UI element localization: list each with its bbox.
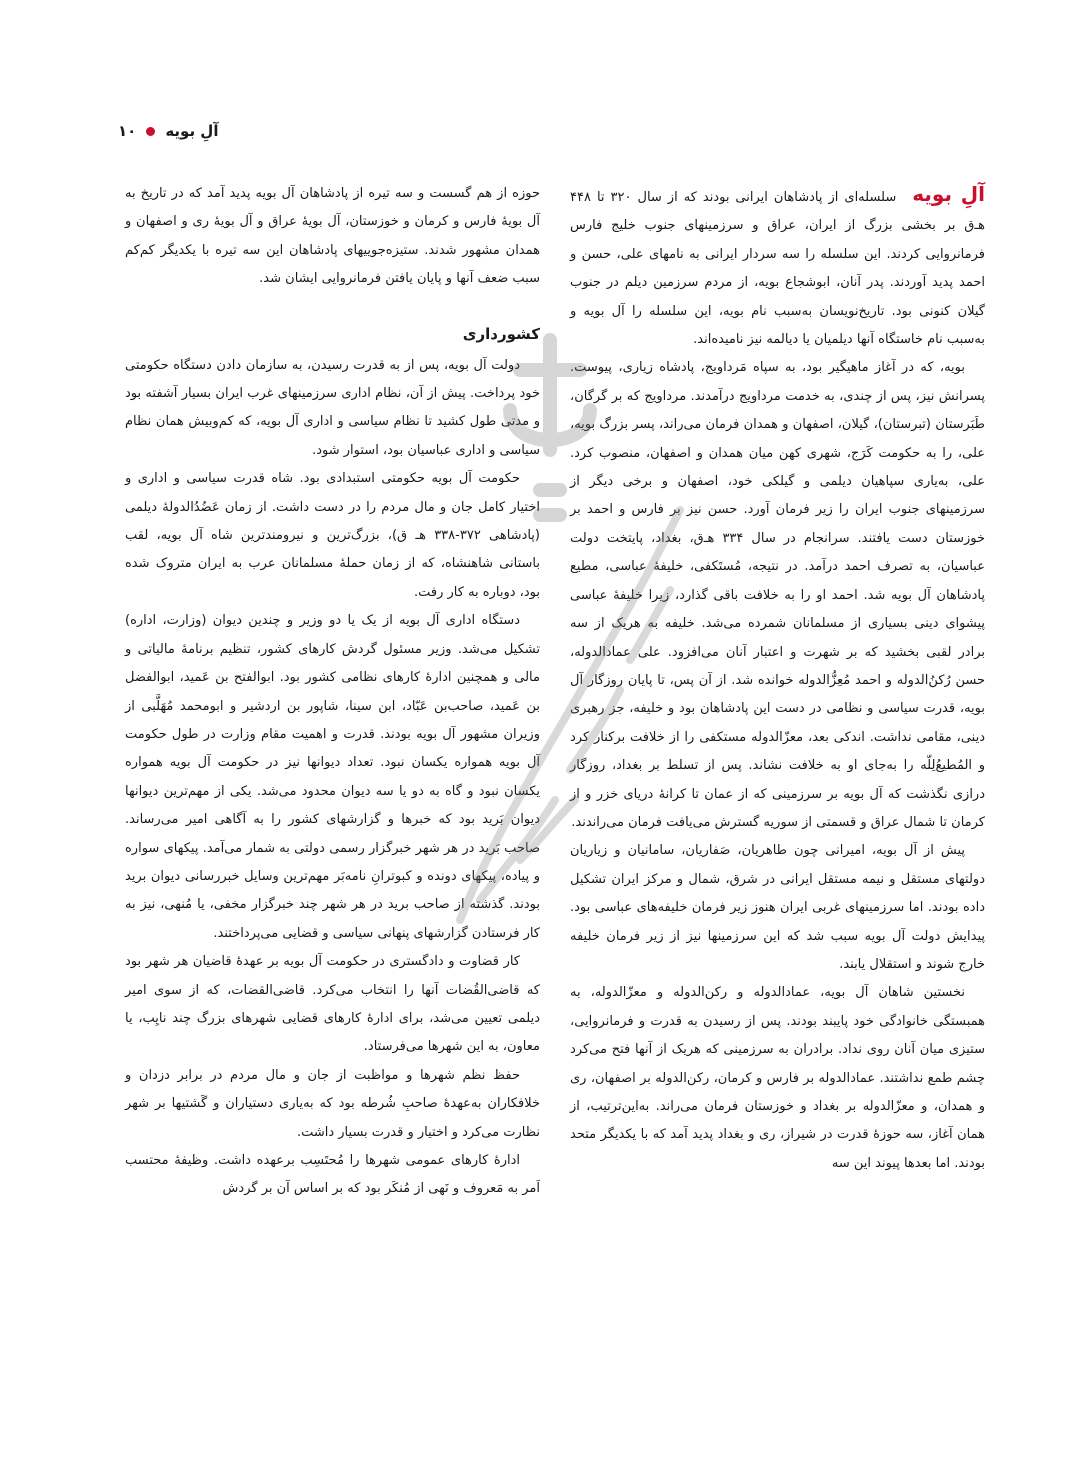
running-head bbox=[118, 122, 218, 140]
paragraph-continued: حوزه از هم گسست و سه تیره از پادشاهان آل بویه پدید آمد که در تاریخ به آل بویهٔ فارس و کرمان و خوزستان، آل بویهٔ عراق و آل بویهٔ ری و اصفهان و همدان مشهور شدند. ستیزه‌جوییهای پادشاهان این سه تیره با یکدیگر کم‌کم سبب ضعف آنها و پایان یافتن فرمانروایی ایشان شد. bbox=[125, 186, 540, 287]
running-head-title: آلِ بویه bbox=[165, 122, 219, 140]
paragraph: ادارهٔ کارهای عمومی شهرها را مُحتَسِب برعهده داشت. وظیفهٔ محتسب اَمر به مَعروف و نَهی از مُنکَر بود که بر اساس آن بر گردش bbox=[125, 1153, 540, 1197]
red-dot-icon bbox=[146, 127, 155, 136]
paragraph: حکومت آل بویه حکومتی استبدادی بود. شاه قدرت سیاسی و اداری و اختیار کامل جان و مال مردم را در دست داشت. از زمان عَضُدُالدولهٔ دیلمی (پادشاهی ۳۷۲-۳۳۸ هـ ق)، بزرگ‌ترین و نیرومندترین شاه آل بویه، لقب باستانی شاهنشاه، که از زمان حملهٔ مسلمانان عرب به ایران متروک شده بود، دوباره به کار رفت. bbox=[125, 471, 540, 600]
paragraph: حفظ نظم شهرها و مواظبت از جان و مال مردم در برابر دزدان و خلافکاران به‌عهدهٔ صاحبِ شُرطه بود که به‌یاری دستیاران و گَشتیها بر شهر نظارت می‌کرد و اختیار و قدرت بسیار داشت. bbox=[125, 1067, 540, 1140]
paragraph: کار قضاوت و دادگستری در حکومت آل بویه بر عهدهٔ قاضیان هر شهر بود که قاضی‌القُضات آنها را انتخاب می‌کرد. قاضی‌القضات، که از سوی امیر دیلمی تعیین می‌شد، برای ادارهٔ کارهای قضایی شهرهای بزرگ چند نایِب، یا معاون، به این شهرها می‌فرستاد. bbox=[125, 954, 540, 1055]
paragraph-text: سلسله‌ای از پادشاهان ایرانی بودند که از سال ۳۲۰ تا ۴۴۸ هـ‌ق بر بخشی بزرگ از ایران، عراق و سرزمینهای جنوب خلیج فارس فرمانروایی کردند. این سلسله را سه سردار ایرانی به نامهای علی، حسن و احمد پدید آوردند. پدر آنان، ابوشجاع بویه، از مردم سرزمین دیلم در جنوب گیلان کنونی بود. تاریخ‌نویسان به‌سبب نام بویه، این سلسله را آل بویه و به‌سبب نام خاستگاه آنها دیلمیان یا دیالمه نیز نامیده‌اند. bbox=[570, 190, 985, 348]
right-column bbox=[570, 180, 985, 1178]
entry-heading: آلِ بویه bbox=[912, 182, 985, 206]
page-number: ۱۰ bbox=[118, 122, 137, 140]
paragraph-intro bbox=[570, 180, 985, 354]
paragraph: پیش از آل بویه، امیرانی چون طاهریان، صَفاریان، سامانیان و زیاریان دولتهای مستقل و نیمه مستقل ایرانی در شرق، شمال و مرکز ایران تشکیل داده بودند. اما سرزمینهای غربی ایران هنوز زیر فرمان خلیفه‌های عباسی بود. پیدایش دولت آل بویه سبب شد که این سرزمینها نیز از زیر فرمان خلیفه خارج شوند و استقلال یابند. bbox=[570, 843, 985, 972]
paragraph: دولت آل بویه، پس از به قدرت رسیدن، به سازمان دادن دستگاه حکومتی خود پرداخت. پیش از آن، نظام اداری سرزمینهای غرب ایران بسیار آشفته بود و مدتی طول کشید تا نظام سیاسی و اداری آل بویه، که کم‌وبیش همان نظام سیاسی و اداری عباسیان بود، استوار شود. bbox=[125, 357, 540, 458]
paragraph: دستگاه اداری آل بویه از یک یا دو وزیر و چندین دیوان (وزارت، اداره) تشکیل می‌شد. وزیر مسئول گردش کارهای کشور، تنظیم برنامهٔ مالیاتی و مالی و همچنین ادارهٔ کارهای نظامی کشور بود. ابوالفتح بن عَمید، ابوالفضل بن عَمید، صاحب‌بن عَبّاد، ابن سینا، شاپور بن اردشیر و ابومحمد مُهَلَّبی از وزیران مشهور آل بویه بودند. قدرت و اهمیت مقام وزارت در طول حکومت آل بویه همواره یکسان نبود. تعداد دیوانها نیز در حکومت آل بویه همواره یکسان نبود و گاه به دو یا سه دیوان محدود می‌شد. یکی از مهم‌ترین دیوانها دیوان بَرید بود که خبرها و گزارشهای کشور را به آگاهی امیر می‌رساند. صاحب بَرید در هر شهر خبرگزار رسمی دولتی به شمار می‌آمد. پیکهای سواره و پیاده، پیکهای دونده و کبوترانِ نامه‌بَر مهم‌ترین وسایل خبررسانی دیوان برید بودند. گذشته از صاحب برید در هر شهر چند خبرگزار مخفی، یا مُنهی، نیز به کار فرستادن گزارشهای پنهانی سیاسی و قضایی می‌پرداختند. bbox=[125, 613, 540, 941]
paragraph: بویه، که در آغاز ماهیگیر بود، به سپاه مَرداویج، پادشاه زیاری، پیوست. پسرانش نیز، پس از چندی، به خدمت مرداویج درآمدند. مرداویج که بر گرگان، طَبَرستان (تبرستان)، گیلان، اصفهان و همدان فرمان می‌راند، پسر بزرگ بویه، علی، را به حکومت کَرَج، شهری کهن میان همدان و اصفهان، منصوب کرد. علی، به‌یاری سپاهیان دیلمی و گیلکی خود، اصفهان و برخی دیگر از سرزمینهای جنوب ایران را زیر فرمان آورد. حسن نیز بر فارس و احمد بر خوزستان دست یافتند. سرانجام در سال ۳۳۴ هـ‌ق، بغداد، پایتخت دولت عباسیان، به تصرف احمد درآمد. در نتیجه، مُستَکفی، خلیفهٔ عباسی، مطیع پادشاهان آل بویه شد. احمد او را به خلافت باقی گذارد، زیرا خلیفهٔ عباسی پیشوای دینی بسیاری از مسلمانان شمرده می‌شد. خلیفه به هریک از سه برادر لقبی بخشید که بر شهرت و اعتبار آنان می‌افزود. علی عمادالدوله، حسن رُکنُ‌الدوله و احمد مُعِزُّالدوله خوانده شد. از آن پس، تا پایان روزگار آل بویه، قدرت سیاسی و نظامی در دست این پادشاهان بود و خلیفه، جز رهبری دینی، مقامی نداشت. اندکی بعد، معزّالدوله مستکفی را از خلافت برکنار کرد و المُطیعُ‌لِلّه را به‌جای او به خلافت نشاند. پس از تسلط بر بغداد، روزگار درازی نگذشت که آل بویه بر سرزمینی که از عمان تا کرانهٔ دریای خزر و از کرمان تا شمال عراق و قسمتی از سوریه گسترش می‌یافت فرمان می‌راندند. bbox=[570, 360, 985, 830]
paragraph: نخستین شاهان آل بویه، عمادالدوله و رکن‌الدوله و معزّالدوله، به همبستگی خانوادگی خود پایبند بودند. پس از رسیدن به قدرت و فرمانروایی، ستیزی میان آنان روی نداد. برادران به سرزمینی که هریک از آنها فتح می‌کرد چشم طمع نداشتند. عمادالدوله بر فارس و کرمان، رکن‌الدوله بر اصفهان، ری و همدان، و معزّالدوله بر بغداد و خوزستان فرمان می‌راند. به‌این‌ترتیب، از همان آغاز، سه حوزهٔ قدرت در شیراز، ری و بغداد پدید آمد که با یکدیگر متحد بودند. اما بعدها پیوند این سه bbox=[570, 985, 985, 1171]
left-column bbox=[125, 180, 540, 1204]
section-heading: کشورداری bbox=[462, 324, 540, 343]
